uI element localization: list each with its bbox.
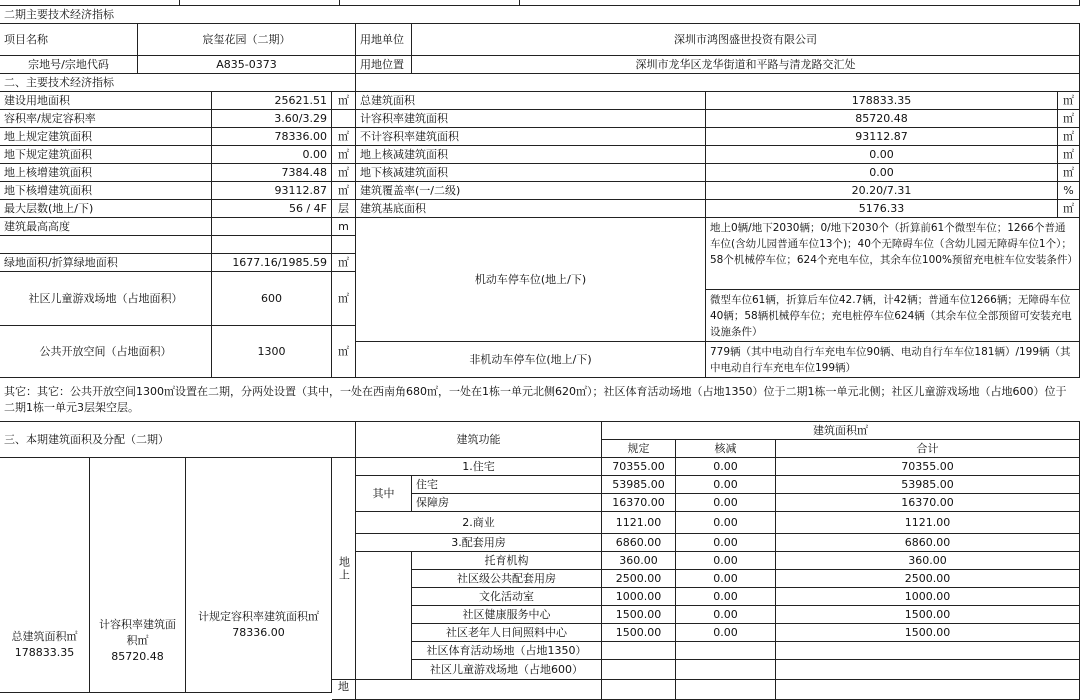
function-row-reduced: 0.00: [676, 552, 776, 570]
land-location-label: 用地位置: [356, 56, 412, 74]
function-row-name: 社区健康服务中心: [412, 606, 602, 624]
indicator-label: 容积率/规定容积率: [0, 110, 212, 128]
function-row-total: 53985.00: [776, 476, 1080, 494]
indicator-label: 绿地面积/折算绿地面积: [0, 254, 212, 272]
indicator-label: 地上核减建筑面积: [356, 146, 706, 164]
function-row-reduced: 0.00: [676, 606, 776, 624]
indicator-value: 1677.16/1985.59: [212, 254, 332, 272]
sub-label: 其中: [356, 476, 412, 512]
indicator-value: 0.00: [706, 146, 1058, 164]
indicator-label: 建筑基底面积: [356, 200, 706, 218]
indicator-label: 地上规定建筑面积: [0, 128, 212, 146]
indicator-label: 地上核增建筑面积: [0, 164, 212, 182]
summary-total-label: 总建筑面积㎡: [11, 630, 78, 643]
indicator-value: 1300: [212, 326, 332, 378]
function-row-name: 3.配套用房: [356, 534, 602, 552]
indicator-unit: ㎡: [332, 272, 356, 326]
indicator-unit: ㎡: [332, 146, 356, 164]
indicator-unit: ㎡: [332, 92, 356, 110]
indicator-label: 计容积率建筑面积: [356, 110, 706, 128]
function-row-total: 70355.00: [776, 458, 1080, 476]
motor-parking-label: 机动车停车位(地上/下): [356, 218, 706, 342]
indicator-value: 56 / 4F: [212, 200, 332, 218]
section2-title-filler: [356, 74, 1080, 92]
function-header: 建筑功能: [356, 422, 602, 458]
section3-title: 三、本期建筑面积及分配（二期）: [0, 422, 356, 458]
ground-label: 地上: [337, 555, 351, 582]
ground-label-cell: [332, 458, 356, 680]
cutoff-cell: [602, 680, 676, 700]
function-row-name: 社区级公共配套用房: [412, 570, 602, 588]
land-unit-value: 深圳市鸿图盛世投资有限公司: [412, 24, 1080, 56]
function-row-reduced: 0.00: [676, 494, 776, 512]
function-row-planned: 53985.00: [602, 476, 676, 494]
bike-parking-text: 779辆（其中电动自行车充电车位90辆、电动自行车车位181辆）/199辆（其中电动自行车充电车位199辆）: [706, 342, 1080, 378]
indicator-unit: 层: [332, 200, 356, 218]
function-row-total: 1121.00: [776, 512, 1080, 534]
indicator-unit: ㎡: [1058, 128, 1080, 146]
indicator-unit: ㎡: [1058, 200, 1080, 218]
indicator-label: 最大层数(地上/下): [0, 200, 212, 218]
function-row-name: 文化活动室: [412, 588, 602, 606]
indicator-label: 建筑最高高度: [0, 218, 212, 236]
indicator-unit: ㎡: [332, 164, 356, 182]
function-row-name: 托育机构: [412, 552, 602, 570]
function-row-total: 1500.00: [776, 606, 1080, 624]
function-row-planned: 2500.00: [602, 570, 676, 588]
underground-label: 地: [332, 680, 356, 700]
indicator-value: 93112.87: [212, 182, 332, 200]
indicator-label: [0, 236, 212, 254]
function-row-reduced: 0.00: [676, 512, 776, 534]
indicator-unit: ㎡: [332, 128, 356, 146]
function-row-total: 6860.00: [776, 534, 1080, 552]
function-row-planned: 1121.00: [602, 512, 676, 534]
function-row-planned: 1000.00: [602, 588, 676, 606]
area-header: 建筑面积㎡: [602, 422, 1080, 440]
function-row-name: 住宅: [412, 476, 602, 494]
indicator-value: 20.20/7.31: [706, 182, 1058, 200]
indicator-value: 93112.87: [706, 128, 1058, 146]
function-row-name: 社区儿童游戏场地（占地600）: [412, 660, 602, 680]
indicator-unit: ㎡: [332, 254, 356, 272]
function-row-name: 社区体育活动场地（占地1350）: [412, 642, 602, 660]
indicator-unit: ㎡: [1058, 110, 1080, 128]
function-row-reduced: 0.00: [676, 476, 776, 494]
project-name-value: 宸玺花园（二期）: [138, 24, 356, 56]
indicator-label: 地下规定建筑面积: [0, 146, 212, 164]
indicator-value: 600: [212, 272, 332, 326]
indicator-label: 地下核减建筑面积: [356, 164, 706, 182]
summary-total-area: [0, 458, 90, 693]
function-row-reduced: 0.00: [676, 458, 776, 476]
land-unit-label: 用地单位: [356, 24, 412, 56]
indicator-value: 25621.51: [212, 92, 332, 110]
indicator-unit: ㎡: [332, 326, 356, 378]
function-row-total: 360.00: [776, 552, 1080, 570]
function-row-total: [776, 642, 1080, 660]
indicator-label: 建筑覆盖率(一/二级): [356, 182, 706, 200]
indicator-label: 公共开放空间（占地面积）: [0, 326, 212, 378]
indicator-label: 地下核增建筑面积: [0, 182, 212, 200]
function-row-planned: 360.00: [602, 552, 676, 570]
summary-planned-label: 计规定容积率建筑面积㎡: [198, 610, 319, 623]
parcel-code-label: 宗地号/宗地代码: [0, 56, 138, 74]
summary-far-value: 85720.48: [111, 650, 164, 663]
indicator-unit: ㎡: [1058, 92, 1080, 110]
sheet-title: 二期主要技术经济指标: [0, 6, 1080, 24]
motor-parking-text-2: 微型车位61辆，折算后车位42.7辆，计42辆；普通车位1266辆；无障碍车位40辆；58辆机械停车位；充电桩停车位624辆（其余车位全部预留可安装充电设施条件）: [706, 290, 1080, 342]
function-row-total: 16370.00: [776, 494, 1080, 512]
function-row-reduced: 0.00: [676, 624, 776, 642]
summary-planned-area: [186, 458, 332, 693]
function-row-planned: 6860.00: [602, 534, 676, 552]
function-row-reduced: [676, 660, 776, 680]
function-row-reduced: 0.00: [676, 570, 776, 588]
cutoff-cell: [676, 680, 776, 700]
function-row-planned: [602, 660, 676, 680]
indicator-value: 7384.48: [212, 164, 332, 182]
indicator-value: 78336.00: [212, 128, 332, 146]
indicator-unit: m: [332, 218, 356, 236]
function-row-total: 1000.00: [776, 588, 1080, 606]
function-row-planned: 1500.00: [602, 624, 676, 642]
function-row-total: [776, 660, 1080, 680]
indicator-label: 建设用地面积: [0, 92, 212, 110]
cutoff-cell: [776, 680, 1080, 700]
function-row-planned: 1500.00: [602, 606, 676, 624]
function-row-planned: 70355.00: [602, 458, 676, 476]
function-row-reduced: [676, 642, 776, 660]
bike-parking-label: 非机动车停车位(地上/下): [356, 342, 706, 378]
summary-total-value: 178833.35: [14, 646, 75, 659]
support-indent: [356, 552, 412, 680]
summary-far-label: 计容积率建筑面积㎡: [99, 618, 176, 647]
project-name-label: 项目名称: [0, 24, 138, 56]
summary-planned-value: 78336.00: [232, 626, 285, 639]
indicator-value: 5176.33: [706, 200, 1058, 218]
function-row-name: 2.商业: [356, 512, 602, 534]
other-note: 其它：其它：公共开放空间1300㎡设置在二期，分两处设置（其中，一处在西南角680㎡，一处在1栋一单元北侧620㎡）；社区体育活动场地（占地1350）位于二期1栋一单元北侧；社区儿童游戏场地（占地600）位于二期1栋一单元3层架空层。: [0, 378, 1080, 422]
indicator-label: 总建筑面积: [356, 92, 706, 110]
col-reduced: 核减: [676, 440, 776, 458]
function-row-reduced: 0.00: [676, 588, 776, 606]
indicator-unit: [332, 110, 356, 128]
function-row-name: 社区老年人日间照料中心: [412, 624, 602, 642]
function-row-name: 1.住宅: [356, 458, 602, 476]
indicator-value: 3.60/3.29: [212, 110, 332, 128]
section2-title: 二、主要技术经济指标: [0, 74, 356, 92]
indicator-label: 社区儿童游戏场地（占地面积）: [0, 272, 212, 326]
function-row-name: 保障房: [412, 494, 602, 512]
indicator-value: 178833.35: [706, 92, 1058, 110]
function-row-reduced: 0.00: [676, 534, 776, 552]
indicator-label: 不计容积率建筑面积: [356, 128, 706, 146]
function-row-planned: [602, 642, 676, 660]
indicator-unit: %: [1058, 182, 1080, 200]
col-planned: 规定: [602, 440, 676, 458]
summary-far-area: [90, 458, 186, 693]
function-row-planned: 16370.00: [602, 494, 676, 512]
indicator-value: [212, 236, 332, 254]
motor-parking-text-1: 地上0辆/地下2030辆；0/地下2030个（折算前61个微型车位；1266个普通车位(含幼儿园普通车位13个)；40个无障碍车位（含幼儿园无障碍车位1个）；58个机械停车位；624个充电车位，其余车位100%预留充电桩车位安装条件）: [706, 218, 1080, 290]
indicator-value: 0.00: [706, 164, 1058, 182]
indicator-unit: ㎡: [1058, 164, 1080, 182]
indicator-unit: ㎡: [332, 182, 356, 200]
function-row-total: 2500.00: [776, 570, 1080, 588]
indicator-unit: [332, 236, 356, 254]
indicator-value: 85720.48: [706, 110, 1058, 128]
cutoff-cell: [356, 680, 602, 700]
land-location-value: 深圳市龙华区龙华街道和平路与清龙路交汇处: [412, 56, 1080, 74]
parcel-code-value: A835-0373: [138, 56, 356, 74]
function-row-total: 1500.00: [776, 624, 1080, 642]
indicator-value: 0.00: [212, 146, 332, 164]
indicator-value: [212, 218, 332, 236]
indicator-unit: ㎡: [1058, 146, 1080, 164]
col-total: 合计: [776, 440, 1080, 458]
